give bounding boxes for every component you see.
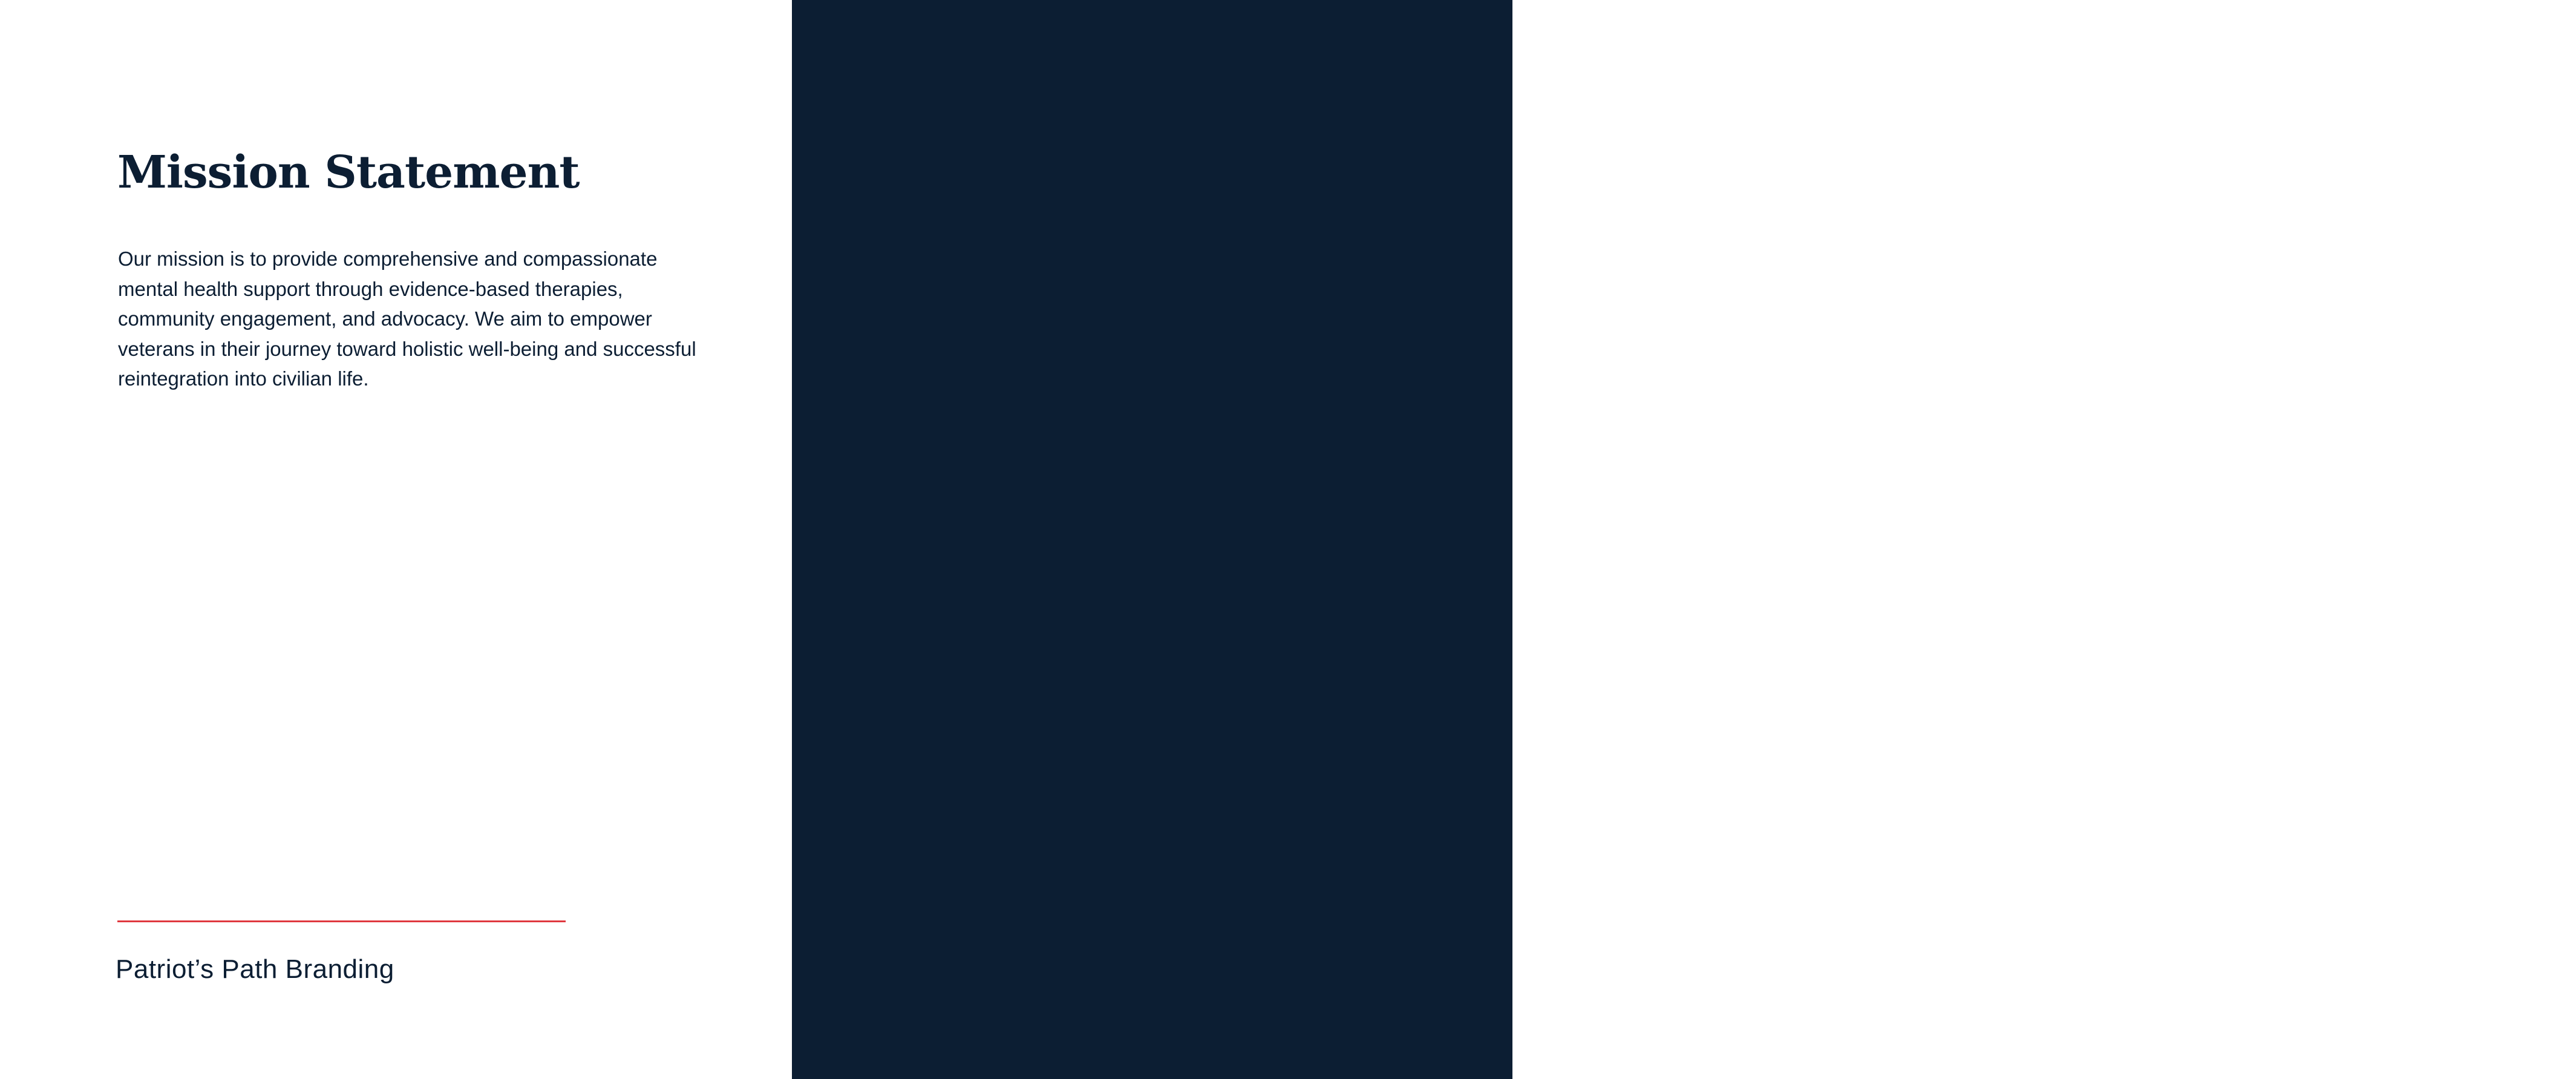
toc-entry-page: 05 (2457, 380, 2480, 402)
toc-entry-logo-design-overview[interactable] (1704, 310, 2576, 345)
toc-leader-dots: ......................................................... (1829, 347, 2462, 367)
toc-entry-label: Icons Overview (1704, 415, 1840, 438)
toc-entry-page: 04 (2468, 345, 2491, 367)
toc-entry-label: Logo Design Overview (1704, 310, 1904, 332)
toc-panel (792, 0, 2576, 1079)
toc-entry-page: 07 (2508, 450, 2531, 473)
toc-entry-label: Brand Application (1704, 450, 1859, 473)
toc-leader-dots: ......................................................... (1915, 312, 2548, 332)
toc-leader-dots: ......................................................... (1851, 277, 2484, 297)
mission-title: Mission Statement (117, 146, 580, 198)
toc-list (1704, 275, 2576, 485)
accent-divider (117, 920, 566, 922)
toc-entry-typography[interactable] (1704, 380, 2480, 415)
toc-entry-label: Color Palette (1704, 345, 1819, 367)
toc-entry-label: Logo Variations (1704, 275, 1841, 297)
mission-body: Our mission is to provide comprehensive and compassionate mental health support through evidence-based therapies, community engagement, and advocacy. We aim to empower veterans in their journey toward holistic well-being and successful reintegration into civilian life. (118, 248, 696, 390)
toc-entry-logo-variations[interactable] (1704, 275, 2512, 310)
toc-entry-brand-application[interactable] (1704, 450, 2531, 485)
toc-entry-page: 02 (2489, 275, 2512, 297)
mission-panel (0, 0, 792, 1079)
toc-entry-color-palette[interactable] (1704, 345, 2491, 380)
toc-entry-page: 06 (2489, 415, 2512, 438)
footer-brand-name: Patriot’s Path Branding (116, 954, 394, 984)
toc-leader-dots: ......................................................... (1869, 453, 2502, 473)
toc-leader-dots: ......................................................... (1851, 418, 2483, 438)
toc-leader-dots: ......................................................... (1819, 382, 2451, 402)
toc-entry-page: 03 (2554, 310, 2576, 332)
toc-entry-label: Typography (1704, 380, 1808, 402)
toc-title: Table of Contents (1688, 146, 1909, 243)
toc-entry-icons-overview[interactable] (1704, 415, 2512, 450)
